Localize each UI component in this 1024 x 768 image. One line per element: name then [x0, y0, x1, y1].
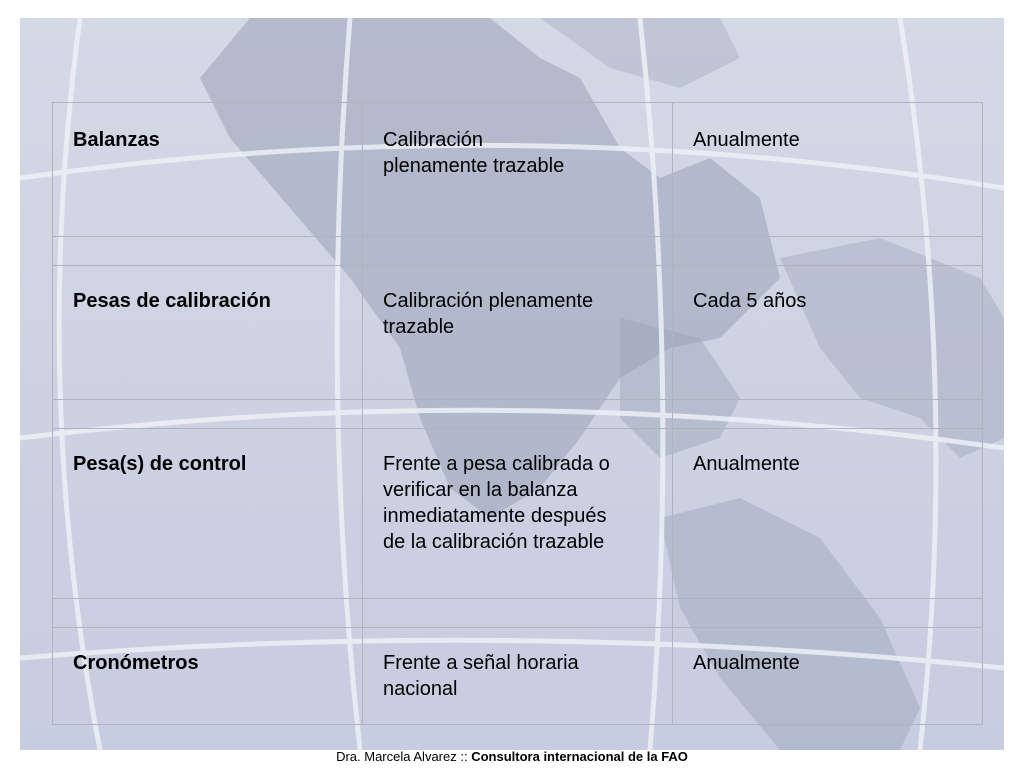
table-row — [53, 429, 983, 599]
equipment-cell: Cronómetros — [53, 628, 363, 725]
table-spacer-row — [53, 400, 983, 429]
table-row — [53, 103, 983, 237]
frequency-cell: Anualmente — [673, 628, 983, 725]
equipment-cell: Pesas de calibración — [53, 266, 363, 400]
table-spacer-row — [53, 237, 983, 266]
footer-organization: Consultora internacional de la FAO — [471, 749, 688, 764]
footer-separator: :: — [460, 749, 468, 764]
method-cell: Frente a señal horaria nacional — [363, 628, 673, 725]
calibration-table — [52, 102, 983, 725]
table-row — [53, 266, 983, 400]
table-row — [53, 628, 983, 725]
table-spacer-row — [53, 599, 983, 628]
equipment-cell: Pesa(s) de control — [53, 429, 363, 599]
footer-credit — [0, 749, 1024, 764]
frequency-cell: Anualmente — [673, 103, 983, 237]
method-cell: Calibración plenamente trazable — [363, 266, 673, 400]
method-cell: Calibración plenamente trazable — [363, 103, 673, 237]
equipment-cell: Balanzas — [53, 103, 363, 237]
frequency-cell: Anualmente — [673, 429, 983, 599]
footer-author: Dra. Marcela Alvarez — [336, 749, 457, 764]
method-cell: Frente a pesa calibrada o verificar en la balanza inmediatamente después de la calibración trazable — [363, 429, 673, 599]
frequency-cell: Cada 5 años — [673, 266, 983, 400]
